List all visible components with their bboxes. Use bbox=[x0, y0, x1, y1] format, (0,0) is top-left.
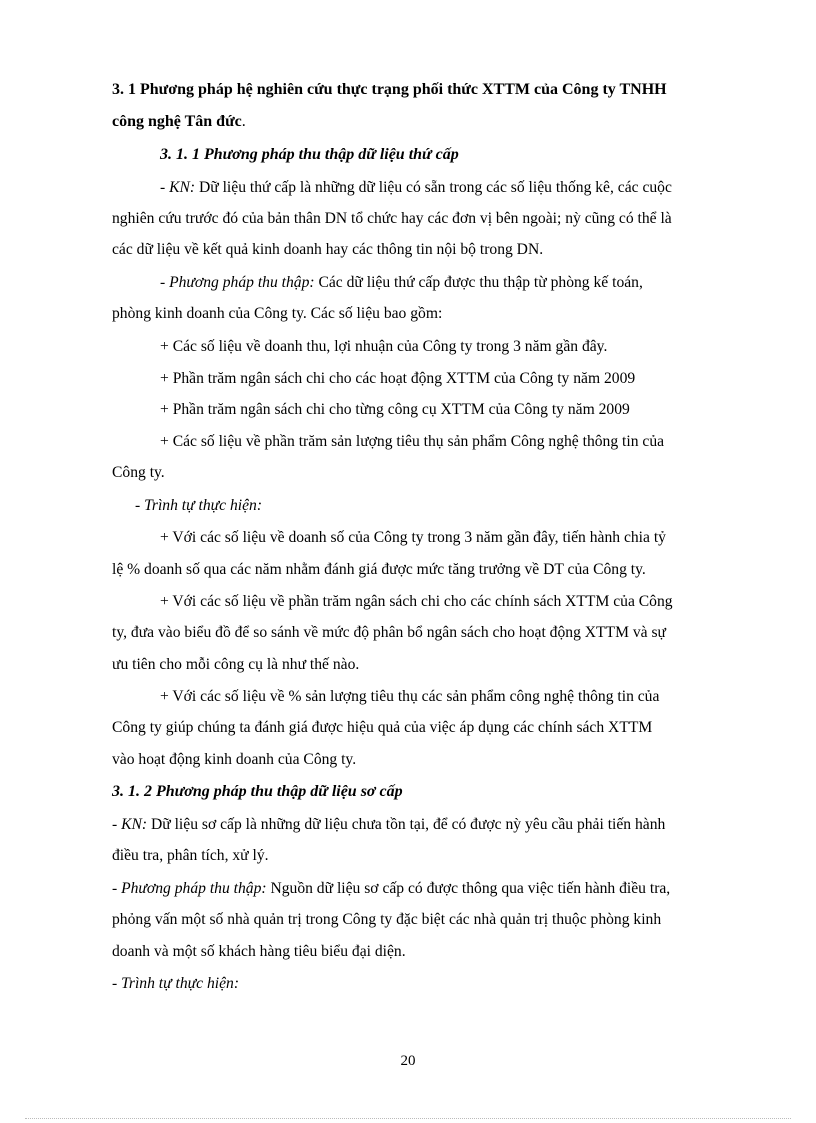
list-item: + Với các số liệu về % sản lượng tiêu thụ các sản phẩm công nghệ thông tin của bbox=[160, 688, 660, 705]
paragraph-line: nghiên cứu trước đó của bản thân DN tổ chức hay các đơn vị bên ngoài; nỳ cũng có thể là bbox=[112, 210, 672, 227]
paragraph-definition-primary: - KN: Dữ liệu sơ cấp là những dữ liệu chưa tồn tại, để có được nỳ yêu cầu phải tiến hành bbox=[112, 816, 666, 833]
paragraph-line: lệ % doanh số qua các năm nhằm đánh giá được mức tăng trưởng về DT của Công ty. bbox=[112, 561, 646, 578]
list-item: + Phần trăm ngân sách chi cho các hoạt động XTTM của Công ty năm 2009 bbox=[160, 370, 636, 387]
paragraph-line: phòng kinh doanh của Công ty. Các số liệu bao gồm: bbox=[112, 305, 443, 322]
page-number: 20 bbox=[400, 1053, 416, 1069]
paragraph-line: doanh và một số khách hàng tiêu biểu đại diện. bbox=[112, 943, 406, 960]
section-heading-line1: 3. 1 Phương pháp hệ nghiên cứu thực trạng phối thức XTTM của Công ty TNHH bbox=[112, 81, 667, 98]
paragraph-line: vào hoạt động kinh doanh của Công ty. bbox=[112, 751, 357, 768]
list-item: + Các số liệu về phần trăm sản lượng tiêu thụ sản phẩm Công nghệ thông tin của bbox=[160, 433, 665, 450]
paragraph-sequence-label: - Trình tự thực hiện: bbox=[135, 497, 263, 514]
paragraph-line: ty, đưa vào biểu đồ để so sánh về mức độ phân bổ ngân sách cho hoạt động XTTM và sự bbox=[112, 624, 666, 641]
paragraph-line: các dữ liệu về kết quả kinh doanh hay các thông tin nội bộ trong DN. bbox=[112, 241, 544, 258]
list-item: + Với các số liệu về doanh số của Công ty trong 3 năm gần đây, tiến hành chia tỷ bbox=[160, 529, 666, 546]
subsection-title-primary-data: 3. 1. 2 Phương pháp thu thập dữ liệu sơ cấp bbox=[112, 783, 403, 800]
paragraph-line: phỏng vấn một số nhà quản trị trong Công ty đặc biệt các nhà quản trị thuộc phòng kinh bbox=[112, 911, 662, 928]
list-item: + Các số liệu về doanh thu, lợi nhuận của Công ty trong 3 năm gần đây. bbox=[160, 338, 608, 355]
page-bottom-rule bbox=[25, 1118, 791, 1119]
paragraph-definition-secondary: - KN: Dữ liệu thứ cấp là những dữ liệu có sẵn trong các số liệu thống kê, các cuộc bbox=[160, 179, 672, 196]
paragraph-line: Công ty. bbox=[112, 464, 165, 481]
list-item: + Phần trăm ngân sách chi cho từng công cụ XTTM của Công ty năm 2009 bbox=[160, 401, 630, 418]
paragraph-line: Công ty giúp chúng ta đánh giá được hiệu quả của việc áp dụng các chính sách XTTM bbox=[112, 719, 653, 736]
paragraph-line: điều tra, phân tích, xử lý. bbox=[112, 847, 269, 864]
section-heading-line2: công nghệ Tân đức. bbox=[112, 113, 246, 130]
paragraph-method-primary: - Phương pháp thu thập: Nguồn dữ liệu sơ cấp có được thông qua việc tiến hành điều tra, bbox=[112, 880, 671, 897]
paragraph-line: ưu tiên cho mỗi công cụ là như thế nào. bbox=[112, 656, 360, 673]
subsection-title-secondary-data: 3. 1. 1 Phương pháp thu thập dữ liệu thứ cấp bbox=[160, 146, 459, 163]
list-item: + Với các số liệu về phần trăm ngân sách chi cho các chính sách XTTM của Công bbox=[160, 593, 673, 610]
paragraph-sequence-label: - Trình tự thực hiện: bbox=[112, 975, 240, 992]
paragraph-method-secondary: - Phương pháp thu thập: Các dữ liệu thứ cấp được thu thập từ phòng kế toán, bbox=[160, 274, 643, 291]
